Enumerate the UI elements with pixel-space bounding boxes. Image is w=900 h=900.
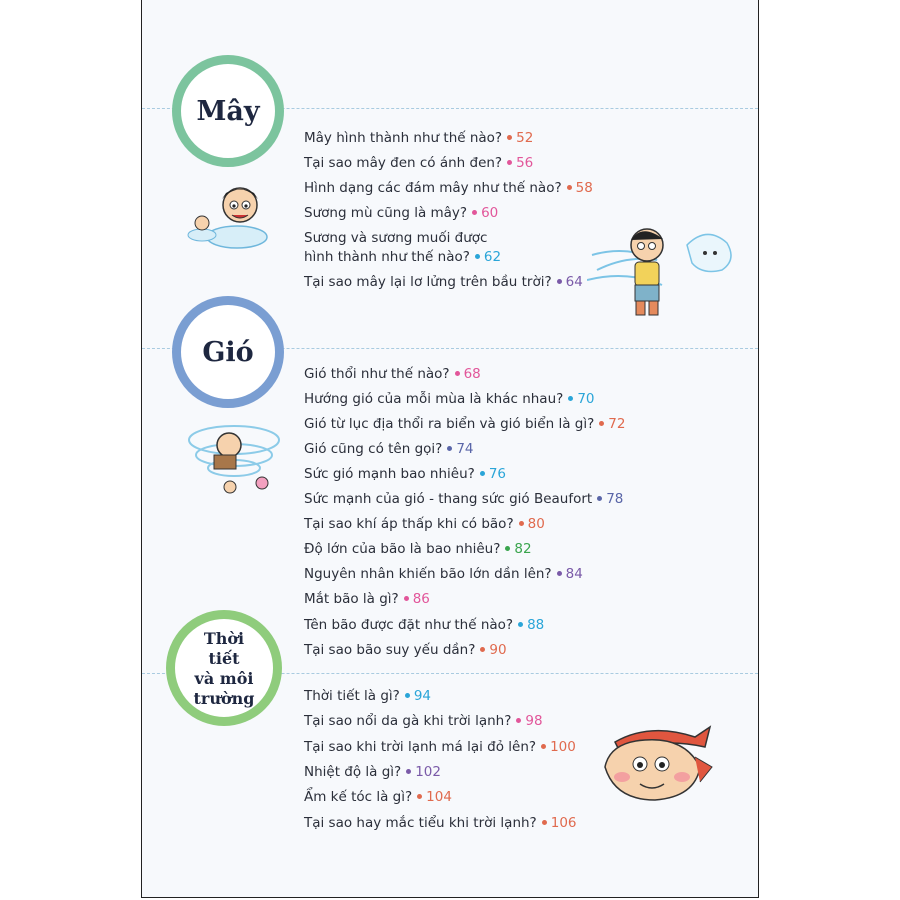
bullet-dot [455,371,460,376]
page-number: 104 [426,789,452,805]
toc-entry[interactable]: Gió cũng có tên gọi? 74 [304,441,474,457]
section-title: Gió [202,336,254,368]
bullet-dot [557,279,562,284]
section-title: Thời tiết và môi trường [193,629,255,708]
toc-entry[interactable]: Sức mạnh của gió - thang sức gió Beaufort 78 [304,491,624,507]
toc-entry[interactable]: Mắt bão là gì? 86 [304,591,430,607]
page-number: 102 [415,764,441,780]
page-number: 58 [575,180,593,196]
page-number: 88 [527,617,545,633]
bullet-dot [475,254,480,259]
toc-entry[interactable]: Sức gió mạnh bao nhiêu? 76 [304,466,507,482]
bullet-dot [447,446,452,451]
page-number: 90 [489,642,507,658]
toc-entry[interactable]: Tại sao khí áp thấp khi có bão? 80 [304,516,545,532]
toc-entry[interactable]: Tên bão được đặt như thế nào? 88 [304,617,545,633]
bullet-dot [480,647,485,652]
bullet-dot [507,135,512,140]
page-number: 80 [527,516,545,532]
page-number: 78 [606,491,624,507]
wind-boy-illustration [587,215,737,325]
toc-entry[interactable]: hình thành như thế nào? 62 [304,249,502,265]
page-number: 52 [516,130,534,146]
bullet-dot [599,421,604,426]
page-number: 82 [514,541,532,557]
page-number: 86 [412,591,430,607]
toc-entry[interactable]: Tại sao nổi da gà khi trời lạnh? 98 [304,713,543,729]
page-number: 100 [550,739,576,755]
toc-entry[interactable]: Tại sao mây lại lơ lửng trên bầu trời? 64 [304,274,583,290]
page-number: 70 [577,391,595,407]
page-number: 106 [550,815,577,831]
toc-entry[interactable]: Ẩm kế tóc là gì? 104 [304,789,452,805]
toc-entry[interactable]: Tại sao mây đen có ánh đen? 56 [304,155,534,171]
toc-entry[interactable]: Mây hình thành như thế nào? 52 [304,130,534,146]
toc-entry[interactable]: Hướng gió của mỗi mùa là khác nhau? 70 [304,391,595,407]
page-number: 56 [516,155,534,171]
bullet-dot [405,693,410,698]
toc-entry[interactable]: Gió từ lục địa thổi ra biển và gió biển là gì? 72 [304,416,626,432]
bullet-dot [567,185,572,190]
page-number: 98 [525,713,543,729]
page-number: 64 [565,274,583,290]
toc-entry[interactable]: Tại sao khi trời lạnh má lại đỏ lên? 100 [304,739,576,755]
toc-entry[interactable]: Tại sao bão suy yếu dần? 90 [304,642,507,658]
toc-entry[interactable]: Hình dạng các đám mây như thế nào? 58 [304,180,593,196]
page-number: 76 [488,466,507,482]
toc-entry[interactable]: Độ lớn của bão là bao nhiêu? 82 [304,541,532,557]
bullet-dot [406,769,411,774]
cold-boy-face-illustration [600,722,715,807]
bullet-dot [519,521,524,526]
page-number: 68 [463,366,481,382]
toc-entry[interactable]: Gió thổi như thế nào? 68 [304,366,481,382]
page-number: 74 [456,441,474,457]
bullet-dot [557,571,562,576]
bullet-dot [542,820,547,825]
section-title: Mây [196,95,260,127]
page-number: 60 [481,205,499,221]
book-page [141,0,759,898]
page-number: 94 [413,688,432,704]
bullet-dot [597,496,602,501]
tornado-illustration [184,415,284,500]
bullet-dot [404,596,409,601]
toc-entry[interactable]: Sương và sương muối được [304,230,488,246]
bullet-dot [480,471,485,476]
page-number: 72 [608,416,626,432]
bullet-dot [472,210,477,215]
section-badge-may [172,55,284,167]
bullet-dot [516,718,521,723]
page-number: 62 [483,249,502,265]
bullet-dot [505,546,510,551]
bullet-dot [507,160,512,165]
toc-entry[interactable]: Tại sao hay mắc tiểu khi trời lạnh? 106 [304,815,577,831]
toc-entry[interactable]: Nhiệt độ là gì? 102 [304,764,441,780]
toc-entry[interactable]: Sương mù cũng là mây? 60 [304,205,499,221]
toc-entry[interactable]: Nguyên nhân khiến bão lớn dần lên? 84 [304,566,583,582]
cloud-boy-illustration [182,175,272,255]
bullet-dot [541,744,546,749]
section-badge-gio [172,296,284,408]
bullet-dot [417,794,422,799]
bullet-dot [518,622,523,627]
toc-entry[interactable]: Thời tiết là gì? 94 [304,688,432,704]
page-number: 84 [565,566,583,582]
section-badge-thoi-tiet [166,610,282,726]
bullet-dot [568,396,573,401]
